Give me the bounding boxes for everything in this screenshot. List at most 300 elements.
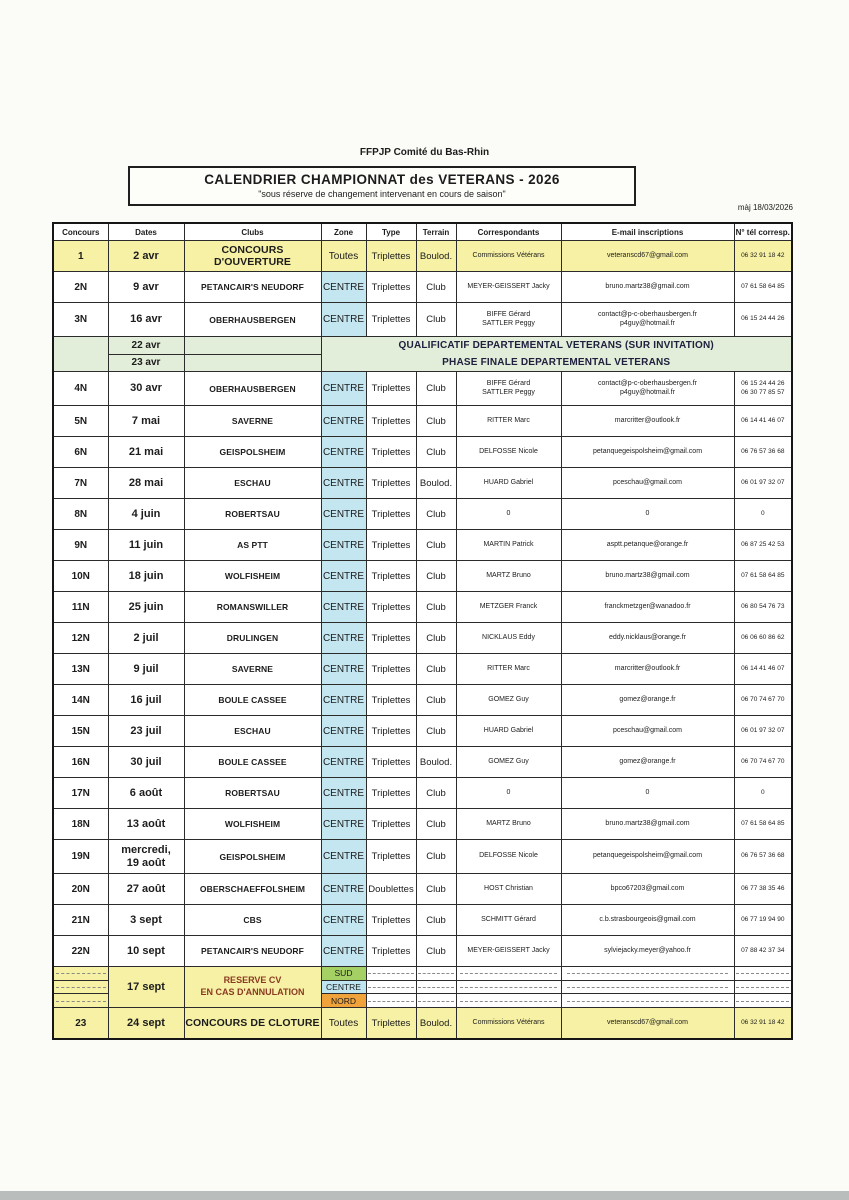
- cell-zone: CENTRE: [321, 592, 366, 623]
- cell-club: GEISPOLSHEIM: [184, 840, 321, 874]
- cell-correspondants: [456, 747, 561, 778]
- cell-zone: CENTRE: [321, 778, 366, 809]
- table-row: [53, 372, 792, 406]
- cell-correspondants: [456, 778, 561, 809]
- cell-correspondants: [456, 530, 561, 561]
- email-line: petanquegeispolsheim@gmail.com: [592, 852, 703, 860]
- cell-date: [108, 272, 184, 303]
- email-line: gomez@orange.fr: [619, 695, 676, 703]
- email-line: bruno.martz38@gmail.com: [605, 282, 690, 290]
- date-line: 13 août: [126, 817, 166, 830]
- table-row: [53, 874, 792, 905]
- cell-zone: CENTRE: [321, 905, 366, 936]
- cell-type: Triplettes: [366, 716, 416, 747]
- cell-correspondants: [456, 623, 561, 654]
- cell-type: Triplettes: [366, 272, 416, 303]
- correspondant-line: MEYER-GEISSERT Jacky: [467, 946, 550, 954]
- date-line: 30 juil: [130, 755, 162, 768]
- tel-line: 06 06 60 86 62: [741, 633, 785, 641]
- correspondant-line: DELFOSSE Nicole: [479, 852, 538, 860]
- cell-club: SAVERNE: [184, 654, 321, 685]
- cell-date: [108, 499, 184, 530]
- cell-type: Triplettes: [366, 840, 416, 874]
- cell-zone: CENTRE: [321, 685, 366, 716]
- column-header: Correspondants: [456, 223, 561, 241]
- dash-sub-row: [735, 980, 792, 994]
- table-row: [53, 747, 792, 778]
- cell-emails: [561, 303, 734, 337]
- cell-zone: CENTRE: [321, 406, 366, 437]
- dashed-line: [56, 1001, 106, 1002]
- table-row: [53, 840, 792, 874]
- cell-terrain: Club: [416, 499, 456, 530]
- dashed-line: [460, 973, 558, 974]
- email-line: c.b.strasbourgeois@gmail.com: [599, 915, 696, 923]
- cell-terrain: Club: [416, 840, 456, 874]
- cell-concours: 14N: [53, 685, 108, 716]
- cell-correspondants: [456, 905, 561, 936]
- date-line: 9 juil: [133, 662, 159, 675]
- tel-line: 06 01 97 32 07: [741, 726, 785, 734]
- dashed-line: [418, 973, 455, 974]
- cell-emails: [561, 716, 734, 747]
- cell-concours: 12N: [53, 623, 108, 654]
- correspondant-line: METZGER Franck: [479, 602, 538, 610]
- cell-type: Triplettes: [366, 468, 416, 499]
- correspondant-line: HUARD Gabriel: [483, 726, 534, 734]
- tel-line: 07 61 58 64 85: [741, 819, 785, 827]
- dashed-line: [736, 1001, 789, 1002]
- cell-tels: [734, 936, 792, 967]
- cell-concours-empty: [53, 337, 108, 372]
- cell-emails: [561, 685, 734, 716]
- cell-club: BOULE CASSEE: [184, 685, 321, 716]
- dash-sub-row: [735, 993, 792, 1007]
- club-empty-half: [185, 337, 321, 355]
- cell-date: [108, 809, 184, 840]
- cell-emails: [561, 561, 734, 592]
- tel-line: 06 14 41 46 07: [741, 664, 785, 672]
- cell-zone: CENTRE: [321, 530, 366, 561]
- cell-date: [108, 936, 184, 967]
- calendar-table: [52, 222, 793, 1040]
- cell-zone: CENTRE: [321, 716, 366, 747]
- cell-emails: [561, 747, 734, 778]
- qualif-text-line: QUALIFICATIF DEPARTEMENTAL VETERANS (SUR INVITATION): [398, 340, 714, 351]
- cell-club: ESCHAU: [184, 468, 321, 499]
- dashed-line: [736, 987, 789, 988]
- cell-correspondants-dashed-stack: [457, 967, 561, 1007]
- cell-tels: [734, 241, 792, 272]
- cell-club: CBS: [184, 905, 321, 936]
- cell-zone: CENTRE: [321, 874, 366, 905]
- table-row: [53, 716, 792, 747]
- tel-line: 06 77 38 35 46: [741, 884, 785, 892]
- cell-concours: 15N: [53, 716, 108, 747]
- email-line: eddy.nicklaus@orange.fr: [608, 633, 687, 641]
- cell-tels-dashed-stack: [735, 967, 792, 1007]
- cell-zone: CENTRE: [321, 561, 366, 592]
- cell-concours: 21N: [53, 905, 108, 936]
- table-row: [53, 685, 792, 716]
- tel-line: 06 87 25 42 53: [741, 540, 785, 548]
- date-line: 30 avr: [130, 382, 162, 395]
- cell-correspondants: [456, 654, 561, 685]
- cell-terrain: Club: [416, 437, 456, 468]
- email-line: 0: [645, 788, 650, 796]
- cell-terrain: Club: [416, 685, 456, 716]
- cell-concours: 17N: [53, 778, 108, 809]
- qualif-row: [53, 337, 792, 372]
- dashed-line: [418, 987, 455, 988]
- cell-date: [108, 468, 184, 499]
- email-line: veteranscd67@gmail.com: [606, 1018, 689, 1026]
- cell-terrain-dashed: [416, 967, 456, 1008]
- date-line: 2 juil: [133, 631, 159, 644]
- cell-concours: 6N: [53, 437, 108, 468]
- cell-tels: [734, 716, 792, 747]
- correspondant-line: GOMEZ Guy: [488, 757, 529, 765]
- tel-line: 07 88 42 37 34: [741, 946, 785, 954]
- dashed-line: [368, 973, 414, 974]
- dashed-line: [56, 987, 106, 988]
- column-header: Concours: [53, 223, 108, 241]
- dash-sub-row: [54, 980, 108, 994]
- cell-terrain: Boulod.: [416, 241, 456, 272]
- cell-emails: [561, 1008, 734, 1040]
- cell-tels-dashed: [734, 967, 792, 1008]
- table-row: [53, 561, 792, 592]
- date-line: 6 août: [129, 786, 163, 799]
- dash-sub-row: [417, 980, 456, 994]
- email-line: contact@p-c-oberhausbergen.fr: [598, 379, 697, 387]
- dash-sub-row: [457, 967, 561, 980]
- cell-terrain: Club: [416, 654, 456, 685]
- column-header: N° tél corresp.: [734, 223, 792, 241]
- reserve-row: [53, 967, 792, 1008]
- cell-terrain: Club: [416, 936, 456, 967]
- table-row: [53, 778, 792, 809]
- date-line: 23 juil: [130, 724, 162, 737]
- scan-edge: [0, 1191, 849, 1200]
- cell-emails: [561, 778, 734, 809]
- dashed-line: [567, 1001, 729, 1002]
- cell-date: [108, 778, 184, 809]
- dashed-line: [460, 1001, 558, 1002]
- column-header: Dates: [108, 223, 184, 241]
- email-line: asptt.petanque@orange.fr: [606, 540, 689, 548]
- table-row: [53, 272, 792, 303]
- email-line: contact@p-c-oberhausbergen.fr: [598, 310, 697, 318]
- tel-line: 06 15 24 44 26: [741, 380, 785, 388]
- cell-concours: 1: [53, 241, 108, 272]
- cell-emails: [561, 840, 734, 874]
- correspondant-line: GOMEZ Guy: [488, 695, 529, 703]
- cell-terrain: Club: [416, 623, 456, 654]
- cell-emails: [561, 241, 734, 272]
- cell-date: [108, 716, 184, 747]
- tel-line: 06 14 41 46 07: [741, 416, 785, 424]
- dashed-line: [368, 1001, 414, 1002]
- cell-type: Triplettes: [366, 499, 416, 530]
- tel-line: 06 70 74 67 70: [741, 757, 785, 765]
- cell-concours: 18N: [53, 809, 108, 840]
- reserve-label-line: EN CAS D'ANNULATION: [200, 987, 305, 997]
- cell-emails: [561, 592, 734, 623]
- cell-club: CONCOURS D'OUVERTURE: [184, 241, 321, 272]
- cell-emails: [561, 372, 734, 406]
- table-header-row: [53, 223, 792, 241]
- cell-concours-dashed: [53, 967, 108, 1008]
- table-row: [53, 303, 792, 337]
- cell-type-dashed: [366, 967, 416, 1008]
- date-line: 16 avr: [130, 313, 162, 326]
- date-line: 9 avr: [133, 280, 159, 293]
- cell-date: [108, 437, 184, 468]
- zone-centre: CENTRE: [322, 980, 366, 994]
- cell-type: Triplettes: [366, 241, 416, 272]
- cell-terrain: Boulod.: [416, 1008, 456, 1040]
- cell-type: Triplettes: [366, 623, 416, 654]
- cell-concours: 9N: [53, 530, 108, 561]
- page-title: CALENDRIER CHAMPIONNAT des VETERANS - 2026: [204, 172, 560, 187]
- cell-type: Triplettes: [366, 437, 416, 468]
- zone-nord: NORD: [322, 993, 366, 1007]
- dashed-line: [460, 987, 558, 988]
- cell-emails-dashed: [561, 967, 734, 1008]
- cell-date: [108, 1008, 184, 1040]
- cell-zone: CENTRE: [321, 303, 366, 337]
- date-line: 21 mai: [128, 445, 164, 458]
- email-line: marcritter@outlook.fr: [614, 416, 681, 424]
- cell-type: Triplettes: [366, 303, 416, 337]
- email-line: franckmetzger@wanadoo.fr: [604, 602, 691, 610]
- column-header: Clubs: [184, 223, 321, 241]
- cell-date: [108, 747, 184, 778]
- dashed-line: [56, 973, 106, 974]
- dash-sub-row: [417, 967, 456, 980]
- tel-line: 06 76 57 36 68: [741, 852, 785, 860]
- concours-dash-stack: [54, 967, 108, 1007]
- title-box: [128, 166, 636, 206]
- table-row: [53, 592, 792, 623]
- cell-emails: [561, 406, 734, 437]
- cell-tels: [734, 840, 792, 874]
- table-row: [53, 1008, 792, 1040]
- cell-emails: [561, 905, 734, 936]
- date-line: 3 sept: [130, 913, 162, 926]
- cell-concours: 11N: [53, 592, 108, 623]
- correspondant-line: HOST Christian: [484, 884, 533, 892]
- cell-date: [108, 905, 184, 936]
- cell-type: Triplettes: [366, 406, 416, 437]
- cell-type: Triplettes: [366, 778, 416, 809]
- dashed-line: [736, 973, 789, 974]
- correspondant-line: BIFFE Gérard: [486, 310, 531, 318]
- cell-club: ROBERTSAU: [184, 778, 321, 809]
- cell-club: OBERSCHAEFFOLSHEIM: [184, 874, 321, 905]
- cell-type: Triplettes: [366, 685, 416, 716]
- email-line: bruno.martz38@gmail.com: [605, 571, 690, 579]
- cell-zone: CENTRE: [321, 499, 366, 530]
- column-header: Terrain: [416, 223, 456, 241]
- email-line: pceschau@gmail.com: [613, 478, 682, 486]
- email-line: 0: [645, 509, 650, 517]
- tel-line: 07 61 58 64 85: [741, 282, 785, 290]
- zone-sud: SUD: [322, 967, 366, 980]
- table-row: [53, 530, 792, 561]
- cell-tels: [734, 747, 792, 778]
- email-line: p4guy@hotmail.fr: [620, 388, 675, 396]
- cell-concours: 23: [53, 1008, 108, 1040]
- cell-concours: 5N: [53, 406, 108, 437]
- tel-line: 06 80 54 76 73: [741, 602, 785, 610]
- correspondant-line: DELFOSSE Nicole: [479, 447, 538, 455]
- email-line: p4guy@hotmail.fr: [620, 319, 675, 327]
- cell-tels: [734, 809, 792, 840]
- cell-type: Triplettes: [366, 530, 416, 561]
- table-row: [53, 905, 792, 936]
- cell-zone: CENTRE: [321, 654, 366, 685]
- cell-zone: CENTRE: [321, 468, 366, 499]
- email-line: pceschau@gmail.com: [613, 726, 682, 734]
- date-line: 19 août: [126, 856, 166, 869]
- table-row: [53, 499, 792, 530]
- tel-line: 06 32 91 18 42: [741, 1018, 785, 1026]
- cell-correspondants: [456, 716, 561, 747]
- cell-date: [108, 685, 184, 716]
- tel-line: 06 70 74 67 70: [741, 695, 785, 703]
- cell-tels: [734, 654, 792, 685]
- cell-correspondants: [456, 499, 561, 530]
- date-line: 24 sept: [127, 1016, 165, 1029]
- cell-emails-dashed-stack: [562, 967, 734, 1007]
- cell-tels: [734, 905, 792, 936]
- correspondant-line: Commissions Vétérans: [472, 1018, 545, 1026]
- cell-club: DRULINGEN: [184, 623, 321, 654]
- cell-concours: 13N: [53, 654, 108, 685]
- tel-line: 06 01 97 32 07: [741, 478, 785, 486]
- cell-tels: [734, 561, 792, 592]
- correspondant-line: 0: [506, 509, 511, 517]
- correspondant-line: MARTZ Bruno: [486, 571, 531, 579]
- cell-tels: [734, 778, 792, 809]
- cell-type: Triplettes: [366, 809, 416, 840]
- tel-line: 06 77 19 94 90: [741, 915, 785, 923]
- cell-correspondants: [456, 468, 561, 499]
- correspondant-line: 0: [506, 788, 511, 796]
- correspondant-line: HUARD Gabriel: [483, 478, 534, 486]
- cell-terrain: Club: [416, 778, 456, 809]
- cell-club: ESCHAU: [184, 716, 321, 747]
- date-line: 25 juin: [128, 600, 164, 613]
- cell-date: [108, 303, 184, 337]
- email-line: gomez@orange.fr: [619, 757, 676, 765]
- cell-type: Triplettes: [366, 654, 416, 685]
- qualif-text-line: PHASE FINALE DEPARTEMENTAL VETERANS: [442, 357, 671, 368]
- date-line: 10 sept: [127, 944, 165, 957]
- cell-club: GEISPOLSHEIM: [184, 437, 321, 468]
- cell-terrain: Boulod.: [416, 468, 456, 499]
- cell-tels: [734, 874, 792, 905]
- dash-sub-row: [54, 967, 108, 980]
- qualif-text: [322, 337, 792, 371]
- cell-tels: [734, 592, 792, 623]
- cell-terrain: Club: [416, 303, 456, 337]
- cell-club: OBERHAUSBERGEN: [184, 303, 321, 337]
- cell-type: Triplettes: [366, 592, 416, 623]
- dash-sub-row: [562, 967, 734, 980]
- cell-qualif-dates: [108, 337, 184, 372]
- page-subtitle: "sous réserve de changement intervenant en cours de saison": [258, 189, 506, 199]
- cell-concours: 7N: [53, 468, 108, 499]
- zone-stack: [322, 967, 366, 1007]
- cell-zone: CENTRE: [321, 272, 366, 303]
- cell-date: [108, 241, 184, 272]
- cell-correspondants: [456, 303, 561, 337]
- cell-correspondants: [456, 685, 561, 716]
- email-line: veteranscd67@gmail.com: [606, 251, 689, 259]
- cell-terrain: Club: [416, 809, 456, 840]
- cell-reserve-label: [184, 967, 321, 1008]
- table-row: [53, 809, 792, 840]
- correspondant-line: NICKLAUS Eddy: [482, 633, 535, 641]
- club-empty-split: [185, 337, 321, 371]
- date-line: 4 juin: [131, 507, 161, 520]
- cell-tels: [734, 499, 792, 530]
- cell-club: AS PTT: [184, 530, 321, 561]
- correspondant-line: RITTER Marc: [487, 416, 530, 424]
- cell-zone: Toutes: [321, 241, 366, 272]
- cell-club: WOLFISHEIM: [184, 561, 321, 592]
- cell-concours: 20N: [53, 874, 108, 905]
- cell-correspondants: [456, 241, 561, 272]
- date-line: mercredi,: [121, 843, 171, 856]
- qualif-dates: [109, 337, 184, 371]
- cell-concours: 3N: [53, 303, 108, 337]
- cell-correspondants: [456, 1008, 561, 1040]
- cell-concours: 4N: [53, 372, 108, 406]
- cell-emails: [561, 809, 734, 840]
- cell-terrain: Club: [416, 716, 456, 747]
- cell-tels: [734, 530, 792, 561]
- dash-sub-row: [417, 993, 456, 1007]
- cell-tels: [734, 685, 792, 716]
- correspondant-line: MEYER-GEISSERT Jacky: [467, 282, 550, 290]
- cell-zone: CENTRE: [321, 747, 366, 778]
- cell-concours: 19N: [53, 840, 108, 874]
- club-empty-half: [185, 355, 321, 372]
- dash-sub-row: [54, 993, 108, 1007]
- cell-date: [108, 654, 184, 685]
- cell-terrain: Club: [416, 530, 456, 561]
- cell-tels: [734, 406, 792, 437]
- cell-type: Triplettes: [366, 936, 416, 967]
- cell-zone: CENTRE: [321, 936, 366, 967]
- cell-correspondants: [456, 809, 561, 840]
- cell-date: [108, 530, 184, 561]
- cell-zone: CENTRE: [321, 840, 366, 874]
- tel-line: 06 30 77 85 57: [741, 388, 785, 396]
- cell-tels: [734, 372, 792, 406]
- cell-zone: Toutes: [321, 1008, 366, 1040]
- dash-sub-row: [367, 967, 416, 980]
- cell-date: [108, 623, 184, 654]
- correspondant-line: MARTIN Patrick: [483, 540, 534, 548]
- dash-sub-row: [367, 993, 416, 1007]
- qualif-date: 22 avr: [109, 337, 184, 355]
- cell-terrain: Club: [416, 905, 456, 936]
